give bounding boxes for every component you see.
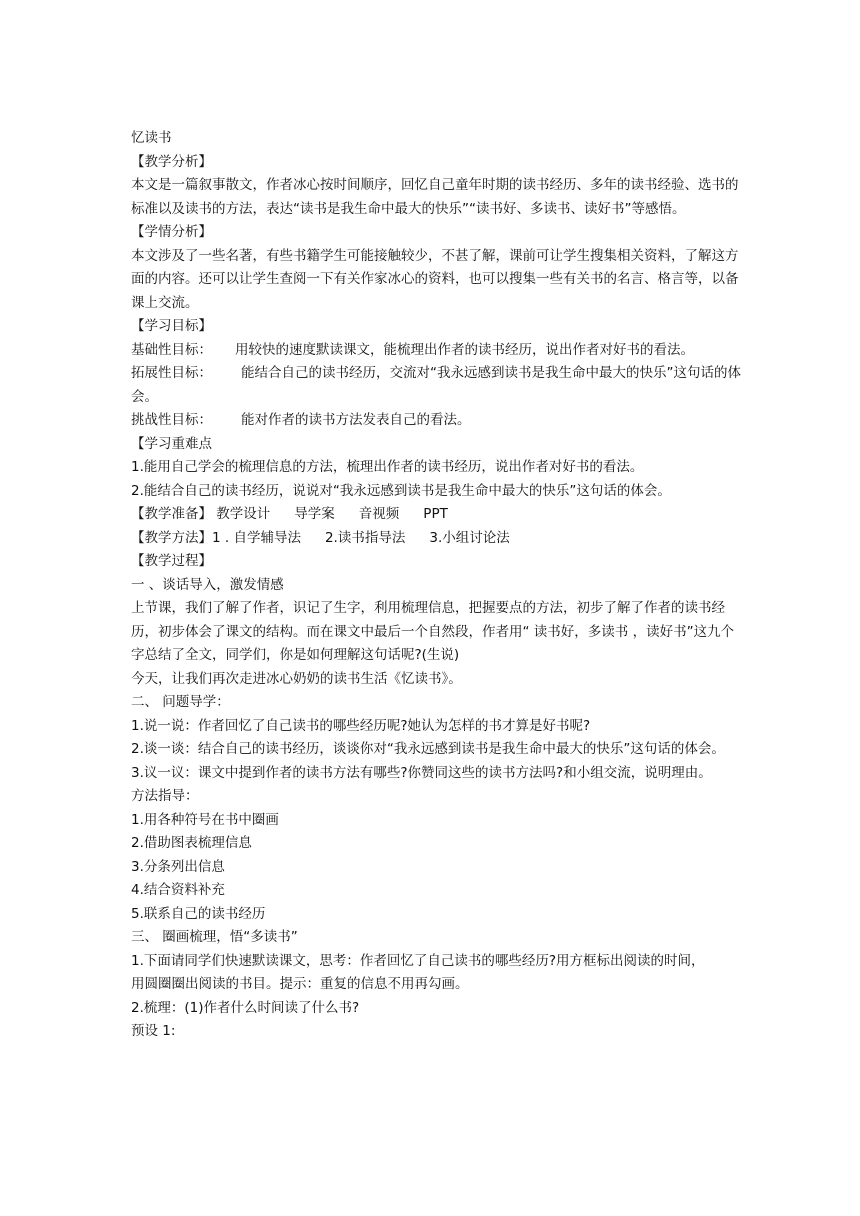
key-point-2: 2.能结合自己的读书经历，说说对“我永远感到读书是我生命中最大的快乐”这句话的体会。 — [131, 482, 671, 499]
heading-learning-goals: 【学习目标】 — [131, 318, 212, 334]
paragraph-student-analysis: 本文涉及了一些名著，有些书籍学生可能接触较少，不甚了解，课前可让学生搜集相关资料，了解这方面的内容。还可以让学生查阅一下有关作家冰心的资料，也可以搜集一些有关书的名言、格言等，以备课上交流。 — [131, 247, 739, 311]
section-3-paragraph-1: 1.下面请同学们快速默读课文，思考：作者回忆了自己读书的哪些经历?用方框标出阅读的时间， — [131, 952, 705, 969]
key-point-1: 1.能用自己学会的梳理信息的方法，梳理出作者的读书经历，说出作者对好书的看法。 — [131, 459, 644, 475]
section-3-paragraph-4: 预设 1: — [131, 1023, 176, 1039]
section-3-paragraph-3: 2.梳理：(1)作者什么时间读了什么书? — [131, 999, 360, 1016]
teaching-preparation — [131, 503, 741, 527]
preparation-item: 教学设计 — [216, 506, 271, 522]
goal-extended-text: 能结合自己的读书经历，交流对“我永远感到读书是我生命中最大的快乐”这句话的体会。 — [131, 365, 741, 405]
goal-basic — [131, 339, 741, 363]
preparation-item: PPT — [423, 506, 448, 522]
question-3: 3.议一议：课文中提到作者的读书方法有哪些?你赞同这些的读书方法吗?和小组交流，说明理由。 — [131, 764, 712, 781]
method-item: 1 . 自学辅导法 — [212, 529, 301, 546]
heading-teaching-process: 【教学过程】 — [131, 553, 212, 569]
method-guide-item: 5.联系自己的读书经历 — [131, 905, 266, 922]
section-2-title: 二、 问题导学： — [131, 694, 230, 710]
method-guide-item: 1.用各种符号在书中圈画 — [131, 811, 279, 828]
method-guide-item: 4.结合资料补充 — [131, 882, 225, 898]
goal-challenge-label: 挑战性目标： — [131, 412, 212, 428]
goal-extended — [131, 362, 741, 409]
heading-key-points: 【学习重难点 — [131, 435, 212, 452]
preparation-item: 音视频 — [358, 506, 400, 522]
goal-basic-label: 基础性目标： — [131, 341, 212, 358]
preparation-item: 导学案 — [294, 506, 335, 522]
document-page — [131, 127, 741, 1044]
section-3-paragraph-2: 用圆圈圈出阅读的书目。提示：重复的信息不用再勾画。 — [131, 976, 469, 992]
section-1-paragraph-1: 上节课，我们了解了作者，识记了生字，利用梳理信息，把握要点的方法，初步了解了作者的读书经历，初步体会了课文的结构。而在课文中最后一个自然段，作者用“ 读书好，多读书 ，读好书”这九个字总结了全文，同学们，你是如何理解这句话呢?(生说) — [131, 600, 735, 663]
question-1: 1.说一说：作者回忆了自己读书的哪些经历呢?她认为怎样的书才算是好书呢? — [131, 717, 591, 734]
method-guide-item: 3.分条列出信息 — [131, 858, 225, 875]
method-item: 3.小组讨论法 — [429, 529, 510, 546]
heading-student-analysis: 【学情分析】 — [131, 224, 212, 240]
heading-teaching-analysis: 【教学分析】 — [131, 153, 212, 170]
method-guide-item: 2.借助图表梳理信息 — [131, 835, 252, 851]
method-item: 2.读书指导法 — [324, 529, 406, 546]
goal-challenge — [131, 409, 741, 433]
goal-basic-text: 用较快的速度默读课文，能梳理出作者的读书经历，说出作者对好书的看法。 — [235, 341, 694, 358]
paragraph-teaching-analysis: 本文是一篇叙事散文，作者冰心按时间顺序，回忆自己童年时期的读书经历、多年的读书经验、选书的标准以及读书的方法，表达“读书是我生命中最大的快乐”“读书好、多读书、读好书”等感悟。 — [131, 177, 739, 217]
methods-label: 【教学方法】 — [131, 529, 212, 546]
preparation-label: 【教学准备】 — [131, 506, 212, 522]
section-1-title: 一 、谈话导入，激发情感 — [131, 576, 284, 593]
teaching-methods — [131, 527, 741, 551]
method-guide-title: 方法指导： — [131, 788, 199, 804]
question-2: 2.谈一谈：结合自己的读书经历，谈谈你对“我永远感到读书是我生命中最大的快乐”这句话的体会。 — [131, 741, 725, 757]
section-1-paragraph-2: 今天，让我们再次走进冰心奶奶的读书生活《忆读书》。 — [131, 670, 462, 687]
goal-challenge-text: 能对作者的读书方法发表自己的看法。 — [241, 412, 471, 428]
section-3-title: 三、 圈画梳理，悟“多读书” — [131, 929, 298, 945]
goal-extended-label: 拓展性目标： — [131, 365, 212, 381]
doc-title: 忆读书 — [131, 130, 172, 146]
